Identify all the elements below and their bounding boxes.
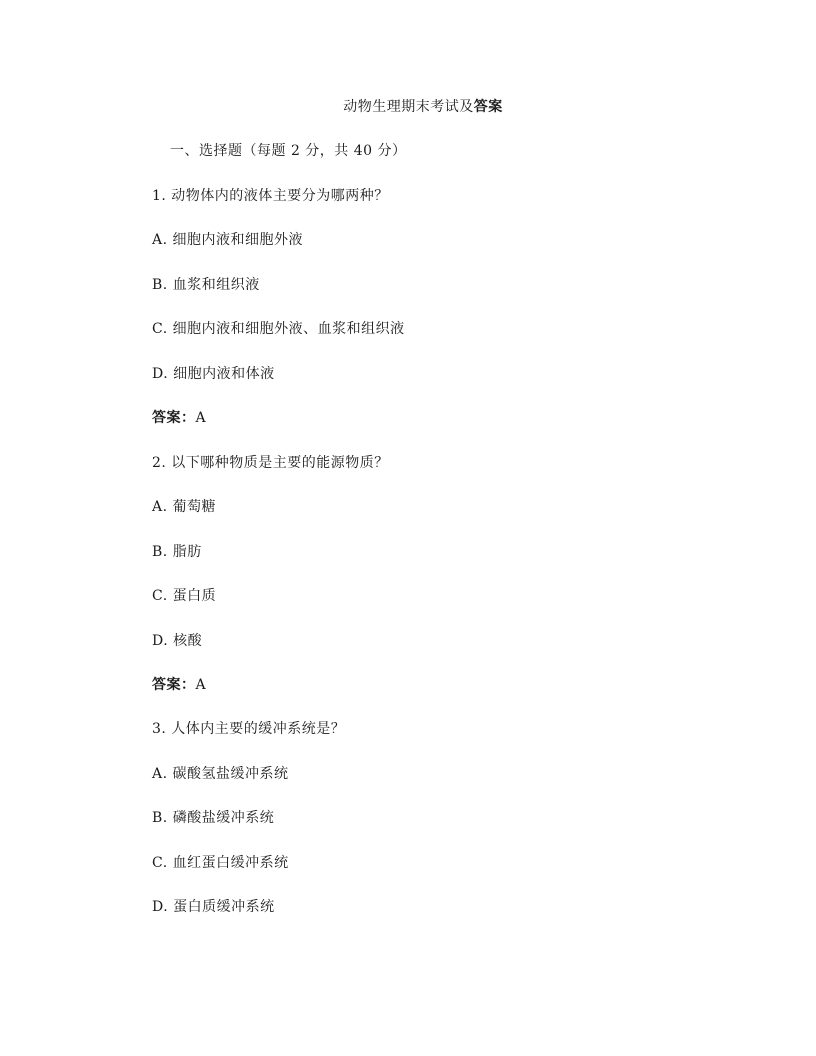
answer-label: 答案： [152,410,196,426]
question-1-option-d: D. 细胞内液和体液 [152,366,275,382]
question-3-option-a: A. 碳酸氢盐缓冲系统 [152,766,289,782]
question-2-option-c: C. 蛋白质 [152,588,217,604]
question-1-answer [152,409,206,427]
question-3-stem: 3. 人体内主要的缓冲系统是？ [152,721,346,737]
title-text: 动物生理期末考试及 [343,99,474,115]
question-3-option-c: C. 血红蛋白缓冲系统 [152,855,289,871]
answer-label: 答案： [152,677,196,693]
question-1-option-c: C. 细胞内液和细胞外液、血浆和组织液 [152,321,405,337]
section-heading: 一、选择题（每题 2 分，共 40 分） [170,143,407,159]
document-title [0,96,816,116]
question-2-option-d: D. 核酸 [152,633,203,649]
answer-value: A [195,677,207,693]
question-2-stem: 2. 以下哪种物质是主要的能源物质？ [152,455,389,471]
question-1-option-a: A. 细胞内液和细胞外液 [152,232,304,248]
answer-value: A [195,410,207,426]
question-2-option-b: B. 脂肪 [152,544,202,560]
title-emphasis: 答案 [473,99,503,115]
question-1-option-b: B. 血浆和组织液 [152,277,260,293]
question-2-answer [152,676,206,694]
question-3-option-b: B. 磷酸盐缓冲系统 [152,810,275,826]
question-2-option-a: A. 葡萄糖 [152,499,217,515]
question-1-stem: 1. 动物体内的液体主要分为哪两种？ [152,188,389,204]
question-3-option-d: D. 蛋白质缓冲系统 [152,899,275,915]
